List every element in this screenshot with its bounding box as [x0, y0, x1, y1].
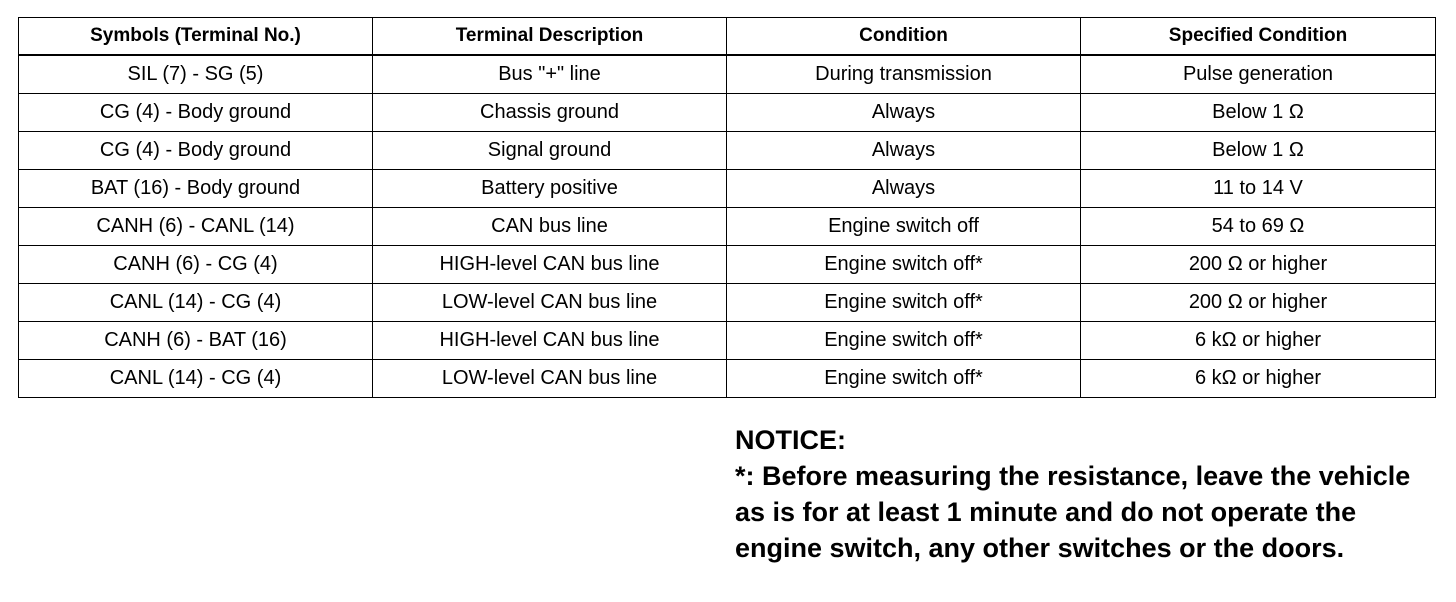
table-row: [19, 284, 1436, 322]
cell-condition: Always: [727, 132, 1081, 170]
table-row: [19, 246, 1436, 284]
cell-condition: Engine switch off*: [727, 246, 1081, 284]
cell-specified: Below 1 Ω: [1081, 132, 1436, 170]
table-row: [19, 208, 1436, 246]
cell-symbols: CG (4) - Body ground: [19, 94, 373, 132]
cell-specified: 54 to 69 Ω: [1081, 208, 1436, 246]
cell-description: CAN bus line: [373, 208, 727, 246]
cell-specified: Below 1 Ω: [1081, 94, 1436, 132]
cell-symbols: CANL (14) - CG (4): [19, 360, 373, 398]
cell-condition: Engine switch off*: [727, 284, 1081, 322]
table-row: [19, 322, 1436, 360]
cell-condition: Always: [727, 94, 1081, 132]
cell-specified: Pulse generation: [1081, 55, 1436, 94]
cell-symbols: CANH (6) - CANL (14): [19, 208, 373, 246]
cell-condition: Engine switch off: [727, 208, 1081, 246]
cell-description: Bus "+" line: [373, 55, 727, 94]
cell-specified: 11 to 14 V: [1081, 170, 1436, 208]
cell-description: Chassis ground: [373, 94, 727, 132]
cell-description: LOW-level CAN bus line: [373, 360, 727, 398]
cell-symbols: SIL (7) - SG (5): [19, 55, 373, 94]
header-condition: Condition: [727, 18, 1081, 56]
cell-condition: During transmission: [727, 55, 1081, 94]
cell-specified: 6 kΩ or higher: [1081, 322, 1436, 360]
notice-title: NOTICE:: [735, 425, 846, 455]
table-header-row: [19, 18, 1436, 56]
header-symbols: Symbols (Terminal No.): [19, 18, 373, 56]
cell-specified: 200 Ω or higher: [1081, 246, 1436, 284]
cell-description: Battery positive: [373, 170, 727, 208]
cell-symbols: CANH (6) - CG (4): [19, 246, 373, 284]
table-row: [19, 360, 1436, 398]
cell-symbols: CANH (6) - BAT (16): [19, 322, 373, 360]
table-row: [19, 55, 1436, 94]
cell-description: HIGH-level CAN bus line: [373, 246, 727, 284]
table-row: [19, 94, 1436, 132]
table-row: [19, 170, 1436, 208]
cell-symbols: CANL (14) - CG (4): [19, 284, 373, 322]
cell-description: HIGH-level CAN bus line: [373, 322, 727, 360]
cell-description: Signal ground: [373, 132, 727, 170]
cell-symbols: CG (4) - Body ground: [19, 132, 373, 170]
cell-condition: Engine switch off*: [727, 322, 1081, 360]
header-terminal-description: Terminal Description: [373, 18, 727, 56]
cell-symbols: BAT (16) - Body ground: [19, 170, 373, 208]
notice-body: *: Before measuring the resistance, leave the vehicle as is for at least 1 minute and do not operate the engine switch, any other switches or the doors.: [735, 461, 1411, 563]
cell-description: LOW-level CAN bus line: [373, 284, 727, 322]
cell-specified: 200 Ω or higher: [1081, 284, 1436, 322]
header-specified-condition: Specified Condition: [1081, 18, 1436, 56]
cell-condition: Always: [727, 170, 1081, 208]
table-row: [19, 132, 1436, 170]
terminal-spec-table: [18, 17, 1436, 398]
cell-specified: 6 kΩ or higher: [1081, 360, 1436, 398]
notice-block: [735, 422, 1440, 566]
cell-condition: Engine switch off*: [727, 360, 1081, 398]
